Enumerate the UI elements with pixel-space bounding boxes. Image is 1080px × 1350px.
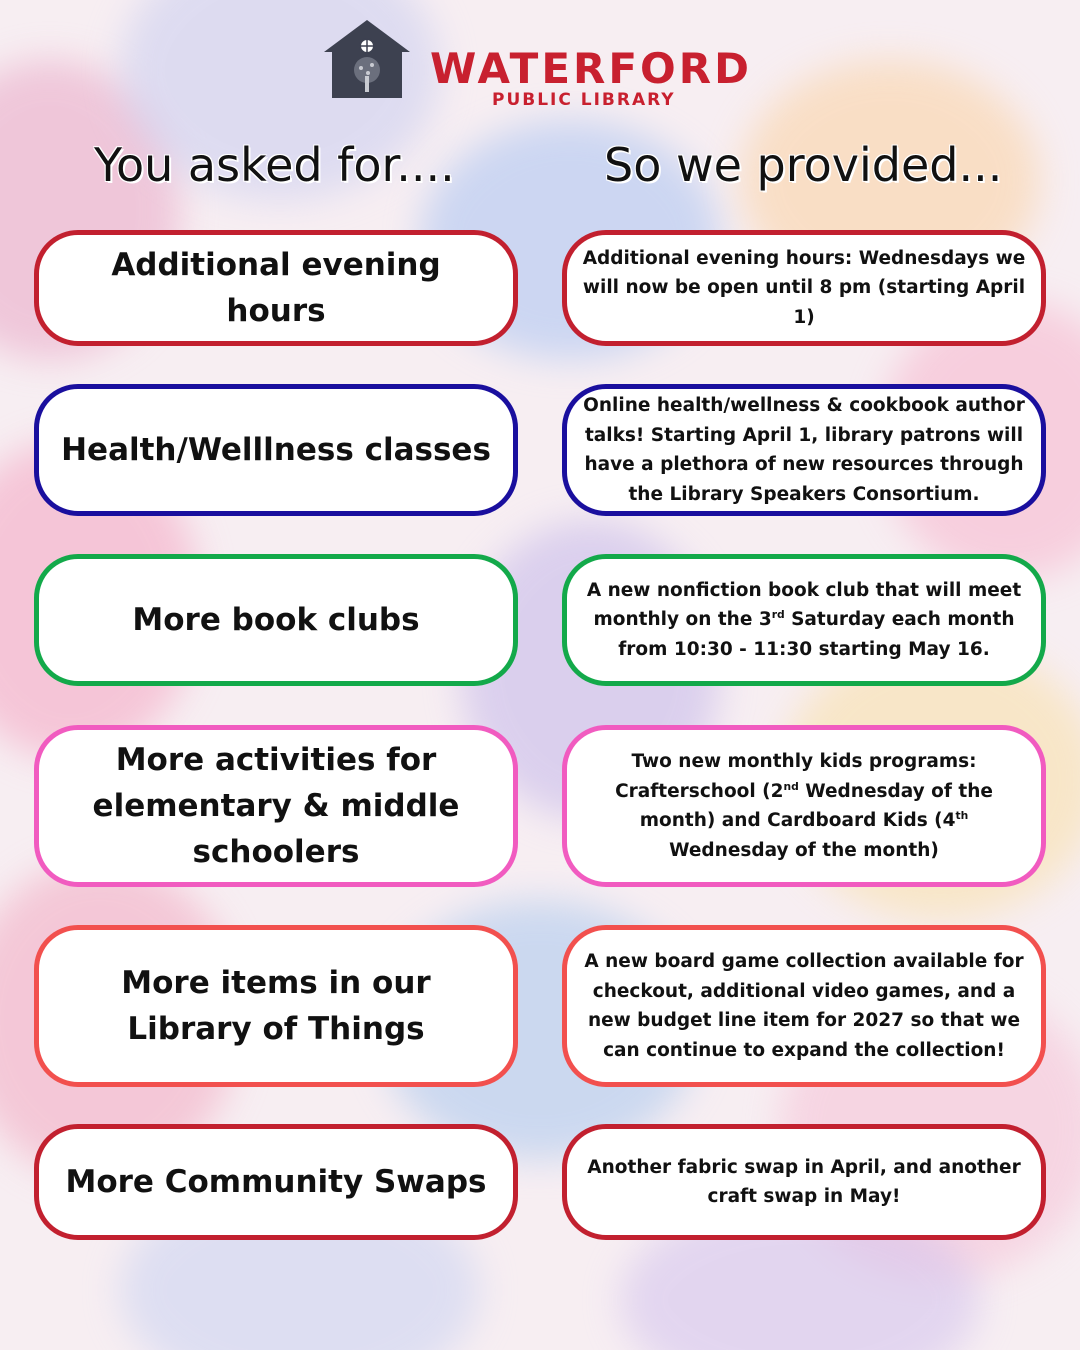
asked-card-kids-activities xyxy=(34,725,518,887)
library-subtitle: PUBLIC LIBRARY xyxy=(492,90,676,110)
asked-text: More activities for elementary & middle schoolers xyxy=(92,742,460,870)
asked-card-wellness xyxy=(34,384,518,516)
asked-card-library-of-things xyxy=(34,925,518,1087)
provided-text: A new board game collection available for checkout, additional video games, and a new budget line item for 2027 so that we can continue to expand the collection! xyxy=(584,951,1024,1061)
provided-card-book-clubs xyxy=(562,554,1046,686)
provided-text: Two new monthly kids programs: Crafterschool (2nd Wednesday of the month) and Cardboard Kids (4th Wednesday of the month) xyxy=(615,751,993,861)
asked-card-community-swaps xyxy=(34,1124,518,1240)
provided-text: Additional evening hours: Wednesdays we will now be open until 8 pm (starting April 1) xyxy=(582,247,1026,328)
asked-text: Health/Welllness classes xyxy=(61,432,491,468)
left-column-heading: You asked for.... xyxy=(94,138,455,192)
provided-card-library-of-things xyxy=(562,925,1046,1087)
provided-card-kids-activities xyxy=(562,725,1046,887)
asked-text: Additional evening hours xyxy=(111,247,441,329)
asked-text: More Community Swaps xyxy=(65,1164,487,1200)
asked-text: More book clubs xyxy=(132,602,420,638)
library-name: WATERFORD xyxy=(430,44,752,93)
asked-card-book-clubs xyxy=(34,554,518,686)
provided-text: Another fabric swap in April, and another craft swap in May! xyxy=(587,1156,1021,1207)
provided-text: A new nonfiction book club that will meet monthly on the 3rd Saturday each month from 10:30 - 11:30 starting May 16. xyxy=(586,579,1022,660)
asked-card-evening-hours xyxy=(34,230,518,346)
provided-card-evening-hours xyxy=(562,230,1046,346)
asked-text: More items in our Library of Things xyxy=(121,965,431,1047)
provided-card-wellness xyxy=(562,384,1046,516)
provided-text: Online health/wellness & cookbook author talks! Starting April 1, library patrons will have a plethora of new resources through the Library Speakers Consortium. xyxy=(583,395,1025,505)
library-header xyxy=(0,18,1080,118)
provided-card-community-swaps xyxy=(562,1124,1046,1240)
right-column-heading: So we provided... xyxy=(604,138,1003,192)
library-house-icon xyxy=(322,18,412,100)
